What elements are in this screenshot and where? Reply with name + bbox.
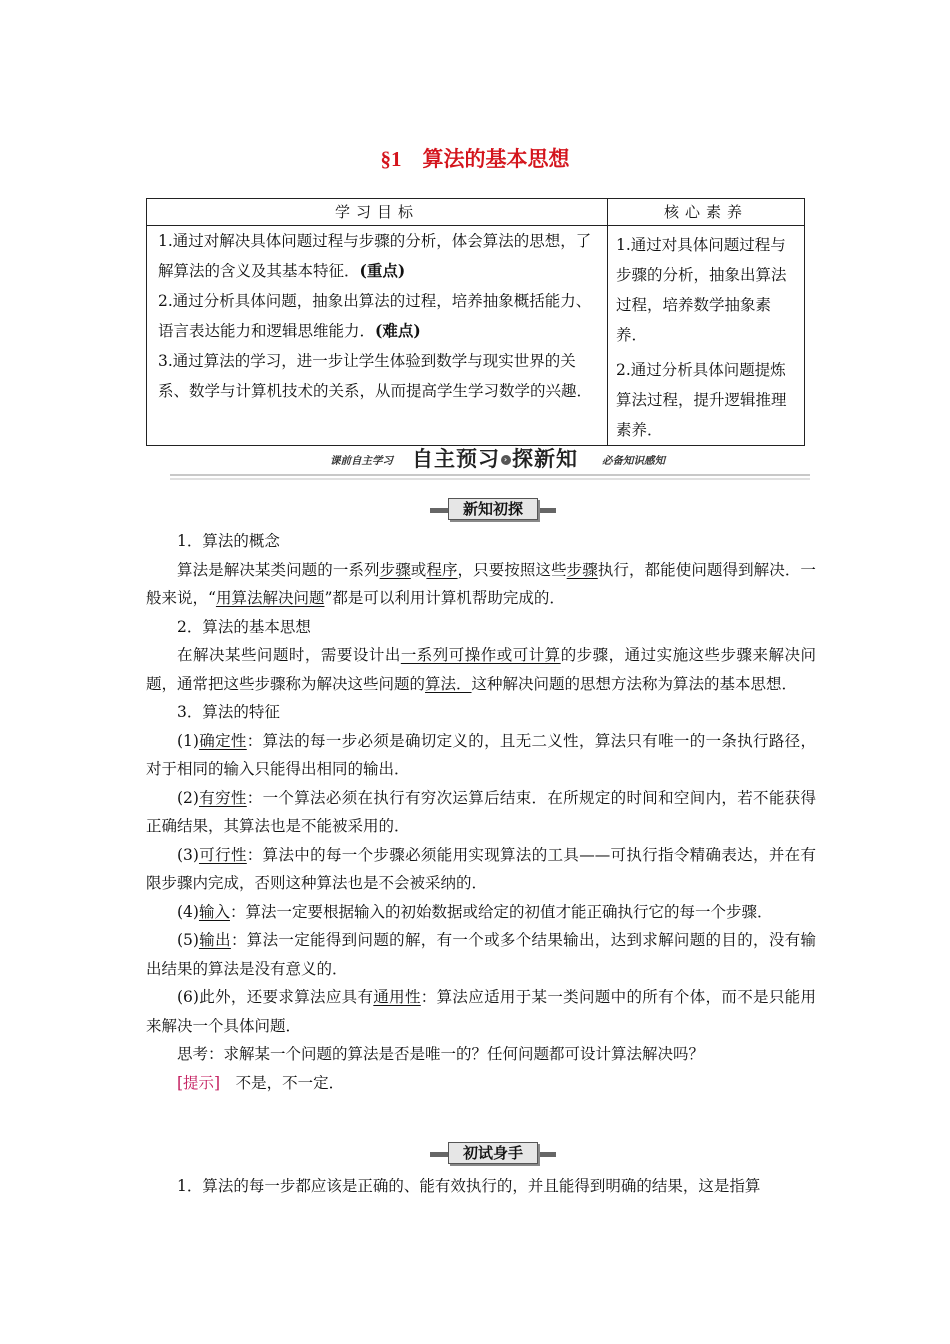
paragraph-basic-idea: 在解决某些问题时，需要设计出一系列可操作或可计算的步骤，通过实施这些步骤来解决问题，通常把这些步骤称为解决这些问题的算法．这种解决问题的思想方法称为算法的基本思想． [146,646,816,693]
banner-left-text: 课前自主学习 [330,455,393,467]
banner-title: 自主预习 › 探新知 [412,447,578,471]
banner-right-text: 必备知识感知 [602,455,665,467]
core-literacy-cell [608,226,805,446]
section-banner [170,440,810,480]
think-question: 思考：求解某一个问题的算法是否是唯一的？任何问题都可设计算法解决吗？ [177,1045,705,1063]
feature-3: (3)可行性：算法中的每一个步骤必须能用实现算法的工具——可执行指令精确表达，并在有限步骤内完成，否则这种算法也是不会被采纳的． [146,845,816,892]
goal-item-2: 2.通过分析具体问题，抽象出算法的过程，培养抽象概括能力、语言表达能力和逻辑思维能力．(难点) [158,292,592,340]
section2-body [146,1172,816,1201]
section1-body [146,527,816,1097]
page-title: §1 算法的基本思想 [380,147,570,171]
section-label-first-try: 初试身手 [430,1142,556,1166]
feature-5: (5)输出：算法一定能得到问题的解，有一个或多个结果输出，达到求解问题的目的，没有输出结果的算法是没有意义的． [146,931,816,978]
heading-basic-idea: 2．算法的基本思想 [177,617,311,636]
goals-table [146,198,805,446]
section-label-new-knowledge: 新知初探 [430,498,556,522]
arrow-icon: › [501,455,511,465]
question-1: 1．算法的每一步都应该是正确的、能有效执行的，并且能得到明确的结果，这是指算 [177,1177,761,1195]
feature-4: (4)输入：算法一定要根据输入的初始数据或给定的初值才能正确执行它的每一个步骤． [177,902,773,921]
feature-6: (6)此外，还要求算法应具有通用性：算法应适用于某一类问题中的所有个体，而不是只能用来解决一个具体问题． [146,988,816,1035]
goal-item-3: 3.通过算法的学习，进一步让学生体验到数学与现实世界的关系、数学与计算机技术的关系，从而提高学生学习数学的兴趣． [158,352,593,400]
literacy-item-1: 1.通过对具体问题过程与步骤的分析，抽象出算法过程，培养数学抽象素养． [616,236,787,344]
header-learning-goals: 学习目标 [147,199,608,226]
hint-answer: [提示] 不是，不一定． [177,1073,345,1092]
heading-features: 3．算法的特征 [177,703,280,721]
header-core-literacy: 核心素养 [608,199,805,226]
feature-1: (1)确定性：算法的每一步必须是确切定义的，且无二义性，算法只有唯一的一条执行路径，对于相同的输入只能得出相同的输出． [146,731,816,778]
literacy-item-2: 2.通过分析具体问题提炼算法过程，提升逻辑推理素养． [616,361,787,439]
learning-goals-cell [147,226,608,446]
paragraph-concept: 算法是解决某类问题的一系列步骤或程序，只要按照这些步骤执行，都能使问题得到解决．一般来说，“用算法解决问题”都是可以利用计算机帮助完成的． [146,560,816,607]
heading-concept: 1．算法的概念 [177,532,280,550]
goal-item-1: 1.通过对解决具体问题过程与步骤的分析，体会算法的思想，了解算法的含义及其基本特征．(重点) [158,232,592,280]
feature-2: (2)有穷性：一个算法必须在执行有穷次运算后结束．在所规定的时间和空间内，若不能获得正确结果，其算法也是不能被采用的． [146,788,816,835]
